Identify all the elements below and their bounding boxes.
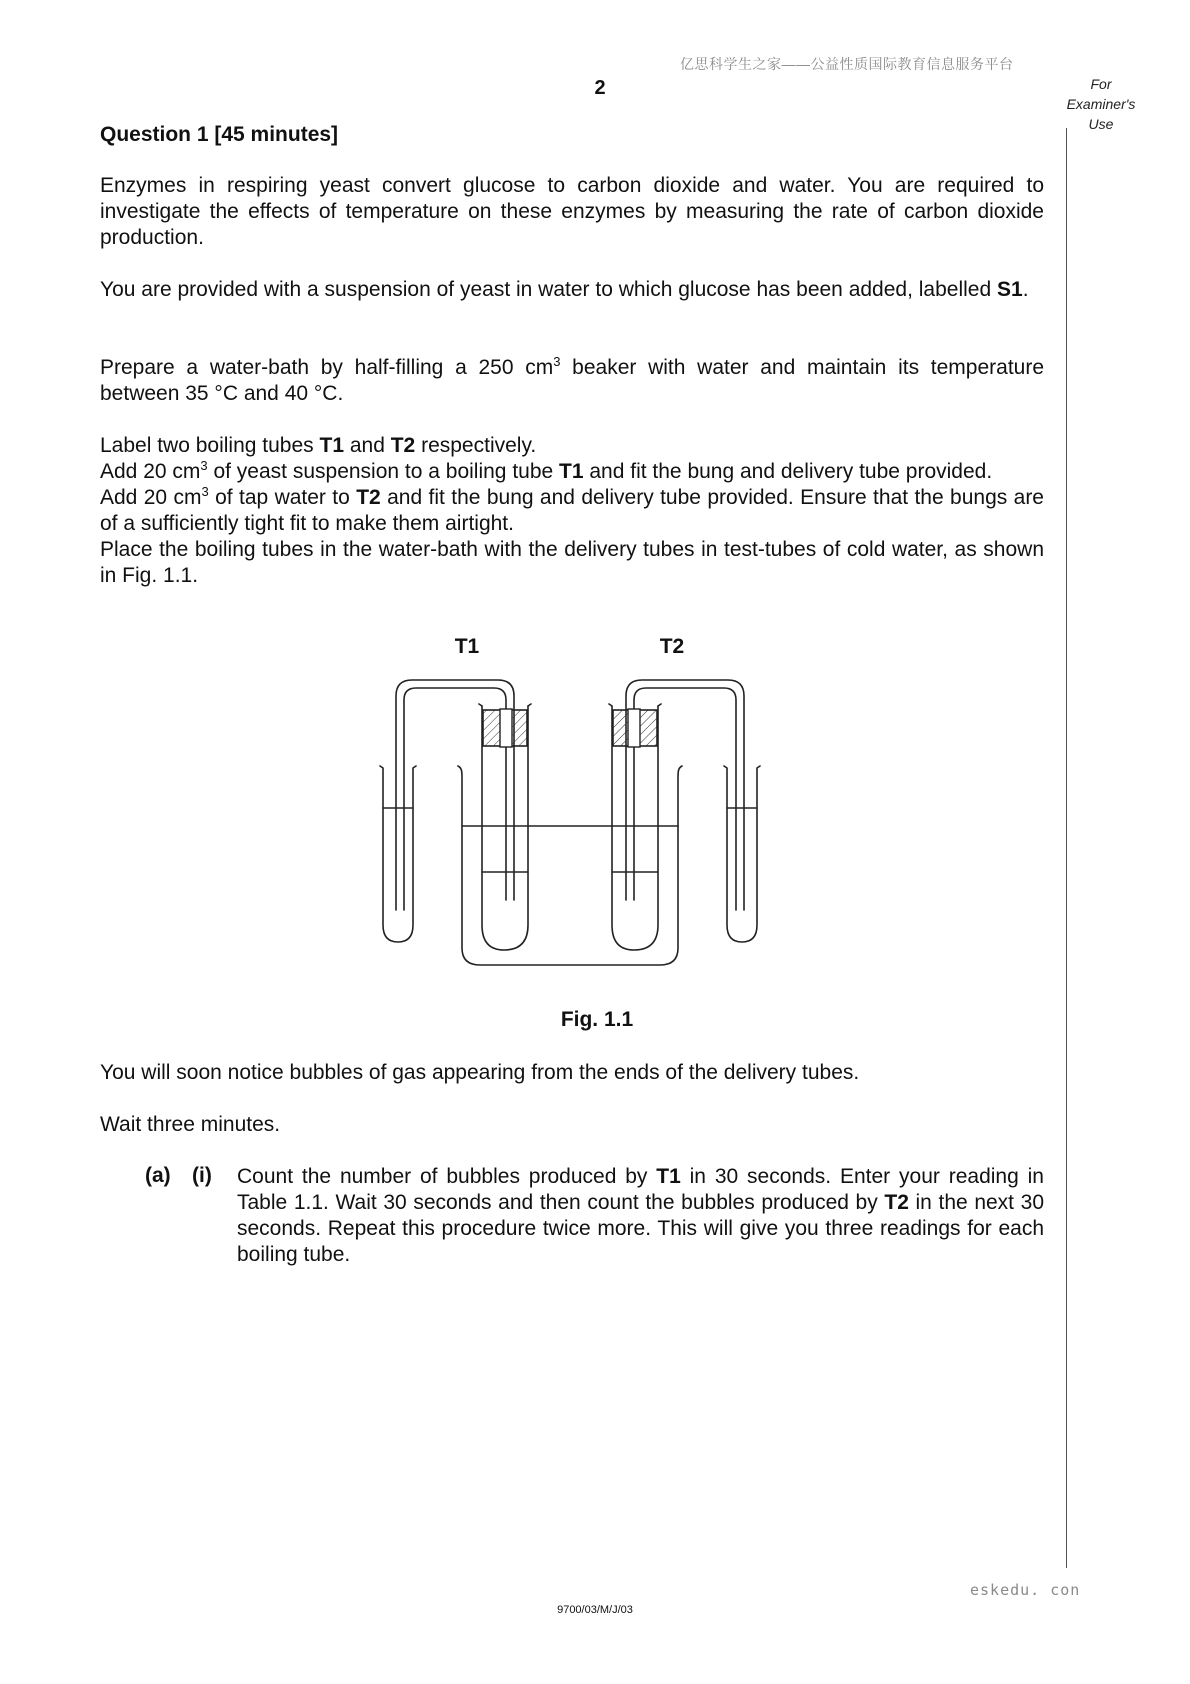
after-figure-paragraph-2: Wait three minutes. (100, 1113, 281, 1136)
examiner-line-2: Examiner's (1066, 96, 1136, 112)
part-a-text-3: in the next 30 seconds. Repeat this procedure twice more. This will give you three readings for each boiling tube. (237, 1191, 1044, 1266)
intro-p3-b: beaker with water and maintain its temperature between 35 °C and 40 °C. (100, 356, 1045, 405)
part-a-text-2: in 30 seconds. Enter your reading in Table 1.1. Wait 30 seconds and then count the bubbles produced by (237, 1165, 1044, 1214)
figure-label-t2: T2 (659, 635, 685, 658)
test-tube-left (380, 766, 416, 942)
intro-p3-a: Prepare a water-bath by half-filling a 250 cm (100, 356, 554, 379)
question-heading: Question 1 [45 minutes] (100, 123, 339, 146)
instr-3b: of tap water to (208, 486, 357, 509)
intro-p3-sup: 3 (553, 354, 561, 369)
figure-label-t1: T1 (454, 635, 480, 658)
part-a-i-text (237, 1164, 1044, 1268)
examiner-margin-rule (1066, 128, 1067, 1568)
instr-2-t1: T1 (559, 460, 584, 483)
instr-3-t2: T2 (356, 486, 381, 509)
instruction-line-1 (100, 433, 1044, 459)
examiner-use-label (1066, 74, 1136, 134)
figure-caption: Fig. 1.1 (560, 1008, 634, 1031)
instr-2a: Add 20 cm (100, 460, 201, 483)
instr-2c: and fit the bung and delivery tube provided. (583, 460, 993, 483)
after-figure-paragraph-1: You will soon notice bubbles of gas appearing from the ends of the delivery tubes. (100, 1061, 860, 1084)
label-s1: S1 (997, 278, 1023, 301)
intro-p2-text: You are provided with a suspension of yeast in water to which glucose has been added, labelled (100, 278, 992, 301)
water-bath-beaker (458, 766, 682, 965)
instr-2-sup: 3 (200, 458, 208, 473)
intro-paragraph-1: Enzymes in respiring yeast convert glucose to carbon dioxide and water. You are required to investigate the effects of temperature on these enzymes by measuring the rate of carbon dioxide production. (100, 174, 1044, 249)
intro-paragraph-3 (100, 355, 1044, 407)
instr-3-sup: 3 (201, 484, 209, 499)
instr-1-t1: T1 (319, 434, 345, 457)
examiner-line-1: For (1090, 76, 1112, 92)
part-a-t1: T1 (656, 1165, 681, 1188)
page-number: 2 (594, 77, 606, 99)
part-a-text-1: Count the number of bubbles produced by (237, 1165, 657, 1188)
instr-3a: Add 20 cm (100, 486, 202, 509)
footer-code: 9700/03/M/J/03 (557, 1604, 633, 1616)
instr-1a: Label two boiling tubes (100, 434, 320, 457)
watermark-top: 亿思科学生之家——公益性质国际教育信息服务平台 (680, 56, 1014, 72)
part-a-label: (a) (145, 1164, 171, 1187)
instruction-line-2 (100, 459, 1044, 485)
instr-3c: and fit the bung and delivery tube provided. Ensure that the bungs are of a sufficiently tight fit to make them airtight. (100, 486, 1044, 535)
instr-1b: respectively. (415, 434, 537, 457)
apparatus-diagram (370, 630, 770, 970)
instr-1-and: and (344, 434, 391, 457)
instr-1-t2: T2 (390, 434, 416, 457)
part-i-label: (i) (192, 1164, 212, 1187)
intro-paragraph-2: You are provided with a suspension of yeast in water to which glucose has been added, labelled S1. (100, 278, 1029, 301)
test-tube-right (724, 766, 760, 942)
watermark-bottom: eskedu. con (970, 1581, 1081, 1599)
instruction-line-4: Place the boiling tubes in the water-bath with the delivery tubes in test-tubes of cold water, as shown in Fig. 1.1. (100, 538, 1044, 587)
instr-2b: of yeast suspension to a boiling tube (207, 460, 560, 483)
instruction-line-3 (100, 485, 1044, 537)
part-a-t2: T2 (884, 1191, 909, 1214)
examiner-line-3: Use (1088, 116, 1114, 132)
